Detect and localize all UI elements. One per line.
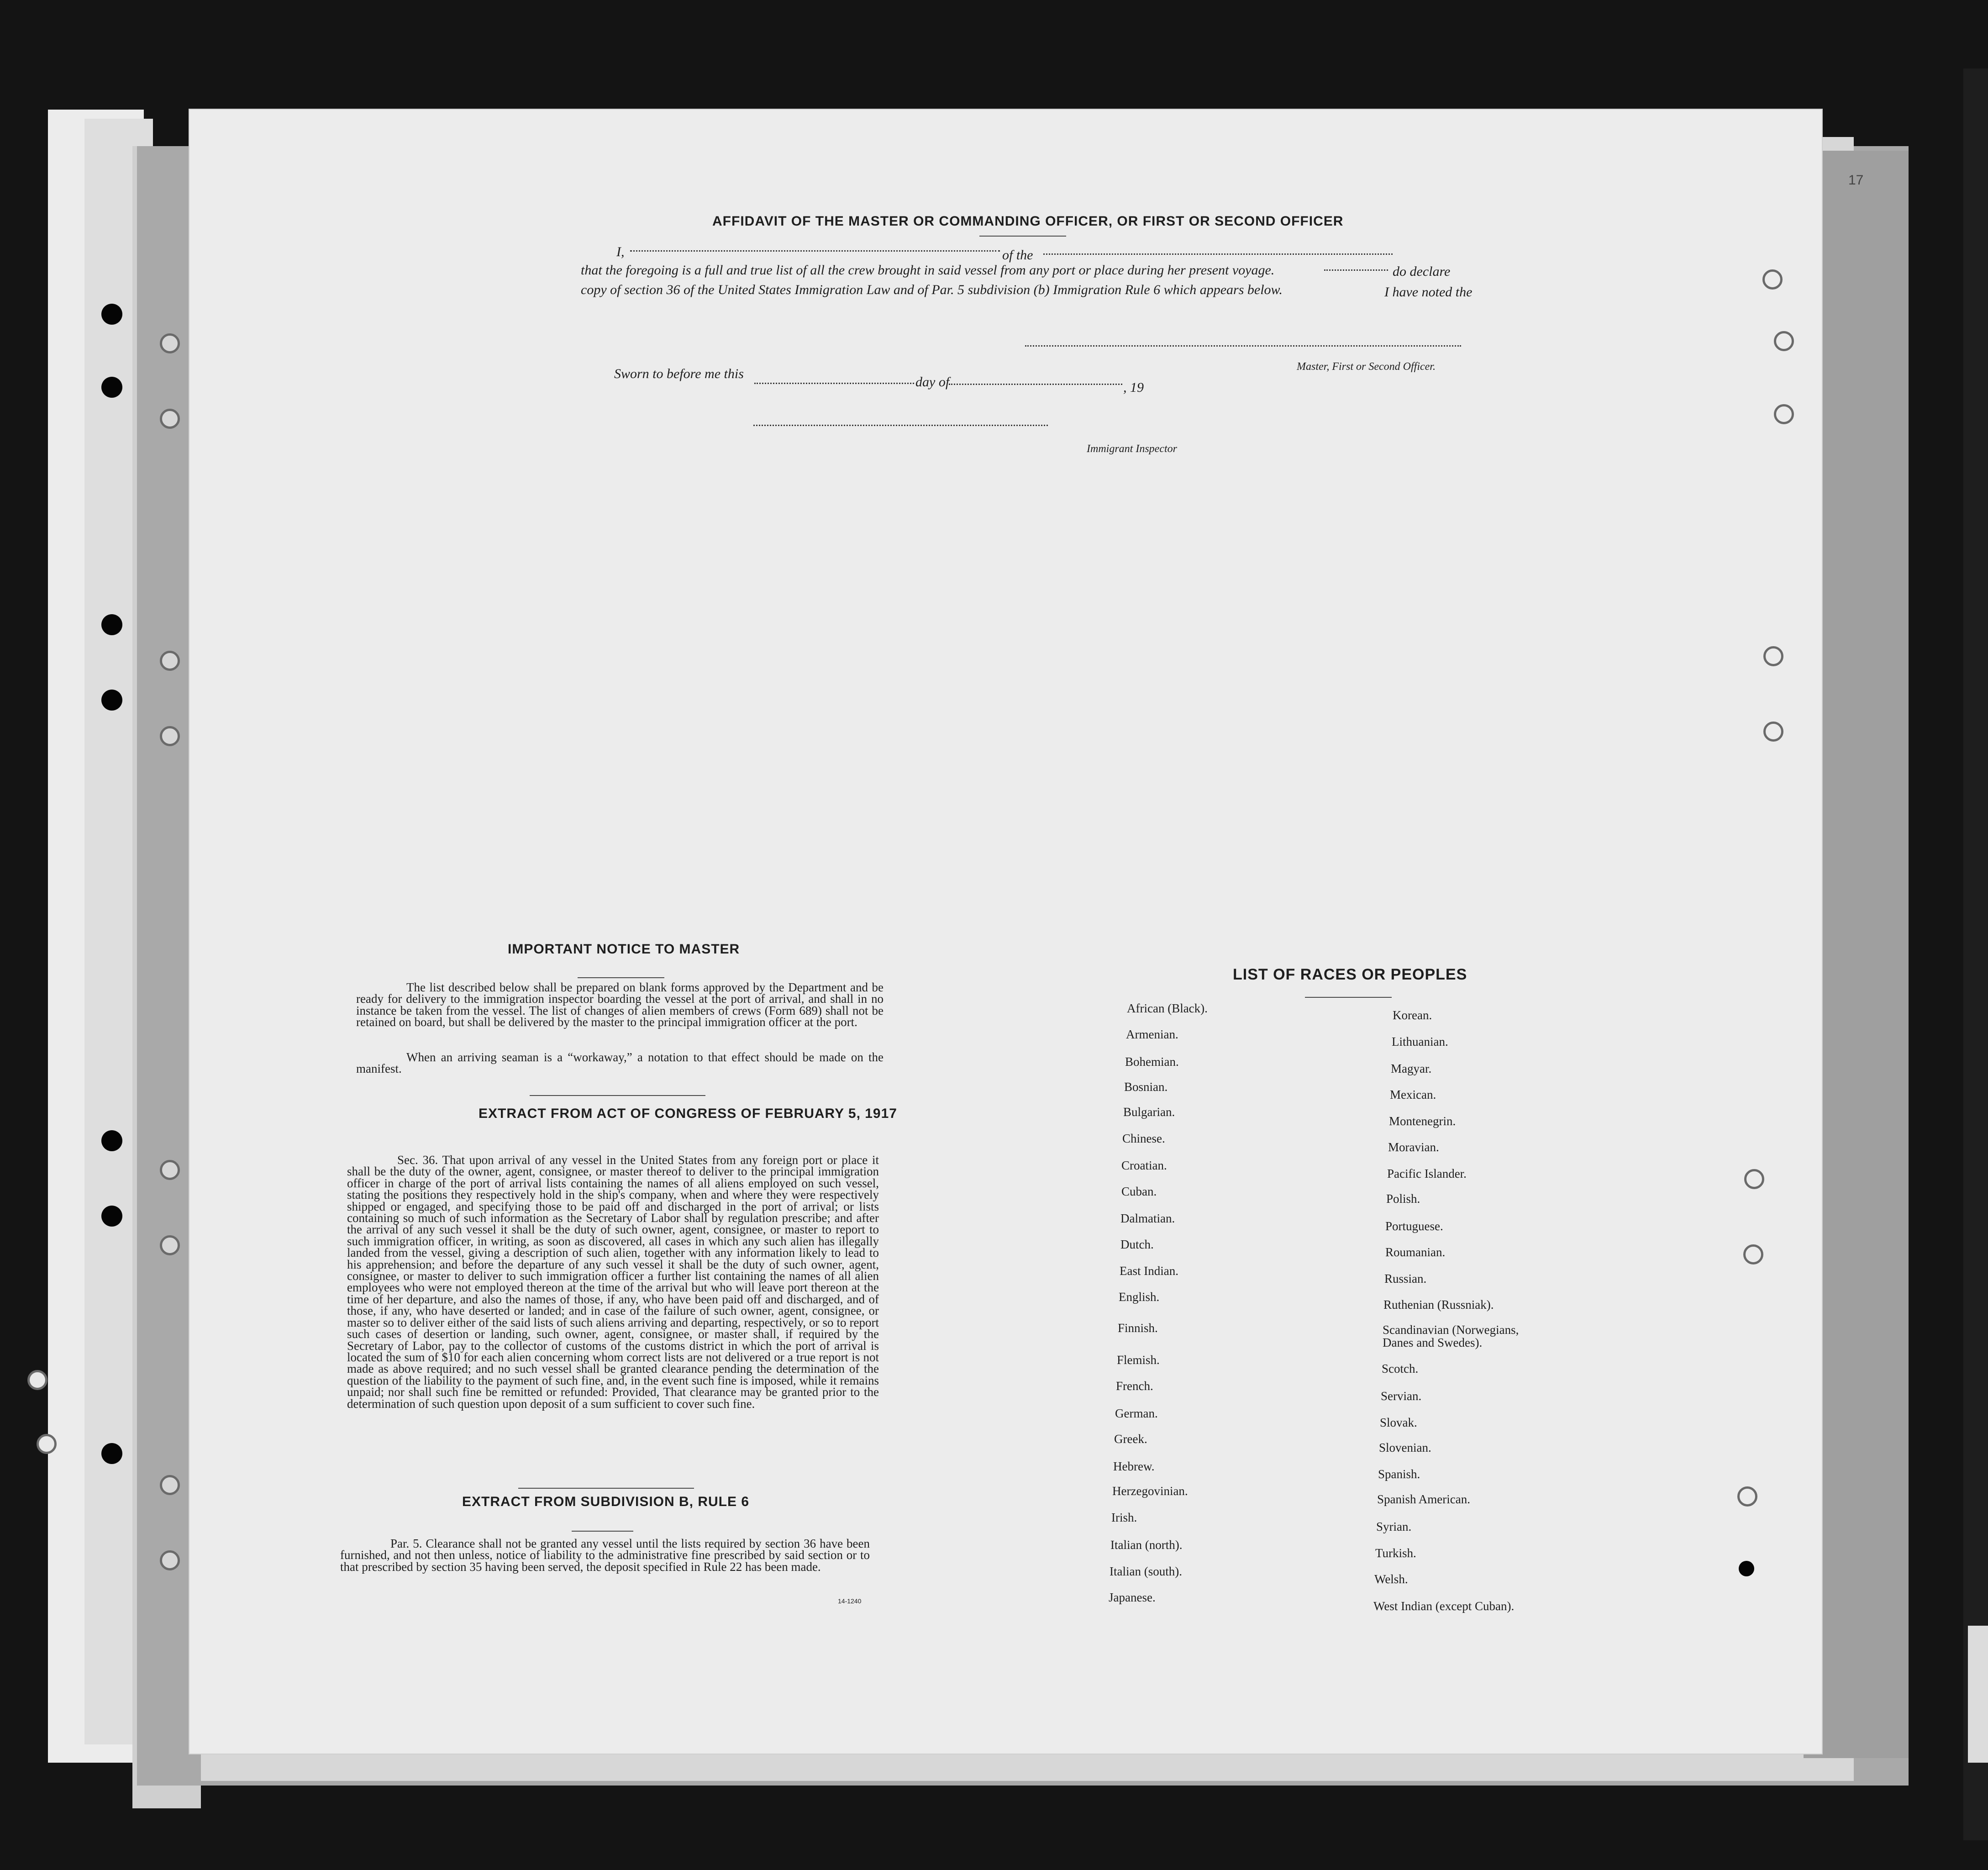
sworn-text: Sworn to before me this [614,366,744,381]
race-item: Bosnian. [1124,1080,1168,1094]
race-item: Spanish American. [1377,1492,1470,1506]
binder-hole [1763,646,1783,666]
binder-hole [160,726,180,746]
race-item: French. [1116,1379,1153,1393]
binder-hole [160,1160,180,1180]
vessel-blank[interactable] [1043,253,1393,255]
race-item: Hebrew. [1113,1459,1155,1473]
race-item: Scandinavian (Norwegians, Danes and Swedes). [1383,1323,1519,1349]
race-item: Dalmatian. [1120,1212,1175,1225]
race-item: Magyar. [1391,1062,1432,1075]
affidavit-of-the-label: of the [1002,248,1033,263]
race-item: Mexican. [1390,1088,1436,1101]
race-item: East Indian. [1120,1264,1178,1278]
extract-rule-text: Par. 5. Clearance shall not be granted any vessel until the lists required by section 36 have been furnished, and not then unless, notice of liability to the administrative fine prescribed by said section or to that prescribed by section 35 having been served, the deposit specified in Rule 22 has been made. [340,1537,870,1574]
divider [518,1488,694,1489]
binder-hole [160,409,180,429]
race-item: Greek. [1114,1432,1147,1446]
race-item: Korean. [1393,1008,1432,1022]
race-item: Roumanian. [1385,1245,1446,1259]
notice-title: IMPORTANT NOTICE TO MASTER [508,942,740,957]
race-item: Welsh. [1374,1572,1408,1586]
binder-hole [1762,269,1783,290]
race-item: Pacific Islander. [1387,1167,1467,1180]
race-item: Portuguese. [1385,1219,1443,1233]
race-item: Bulgarian. [1123,1105,1175,1119]
master-signature-label: Master, First or Second Officer. [1297,361,1436,373]
binder-hole [101,1130,122,1151]
race-item: German. [1115,1406,1158,1420]
notice-paragraph-1: The list described below shall be prepared on blank forms approved by the Department and be ready for delivery to the immigration inspector boarding the vessel at the port of arrival, and shall in no instance be taken from the vessel. The list of changes of alien members of crews (Form 689) shall not be retained on board, but shall be delivered by the master to the principal immigration officer at the port. [356,980,884,1029]
affidavit-noted: I have noted the [1384,284,1473,300]
race-item: Bohemian. [1125,1055,1179,1069]
binder-hole [101,377,122,398]
inspector-label: Immigrant Inspector [1087,443,1177,455]
race-item: Armenian. [1126,1027,1178,1041]
race-item: Cuban. [1121,1185,1157,1198]
binder-hole [27,1370,47,1390]
race-item: English. [1119,1290,1160,1304]
inspector-signature-line[interactable] [753,425,1048,426]
race-item: Turkish. [1375,1546,1416,1560]
binder-hole [160,1235,180,1255]
race-item: Scotch. [1382,1362,1419,1375]
extract-act-title: EXTRACT FROM ACT OF CONGRESS OF FEBRUARY 5, 1917 [479,1106,897,1121]
race-item: Herzegovinian. [1112,1484,1188,1498]
race-item: Slovenian. [1379,1441,1431,1454]
right-dark-strip [1963,68,1988,1840]
race-item: Lithuanian. [1392,1035,1448,1048]
divider [572,1531,633,1532]
race-item: Croatian. [1121,1159,1167,1172]
binder-hole [1737,1486,1757,1507]
binder-hole [160,1475,180,1495]
binder-hole [1774,331,1794,351]
race-item: West Indian (except Cuban). [1373,1599,1515,1613]
binder-hole [101,1443,122,1464]
affidavit-i-label: I, [616,244,625,259]
race-item: African (Black). [1127,1001,1208,1015]
sworn-month-blank[interactable] [949,384,1122,385]
year-prefix: , 19 [1123,380,1144,395]
notice-paragraph-2: When an arriving seaman is a “workaway,” a notation to that effect should be made on the manifest. [356,1050,884,1076]
affidavit-line3: copy of section 36 of the United States Immigration Law and of Par. 5 subdivision (b) Immigration Rule 6 which appears below. [581,282,1283,297]
binder-hole [1774,404,1794,424]
race-item: Russian. [1384,1272,1427,1285]
race-item: Chinese. [1122,1132,1165,1145]
form-page [189,110,1822,1754]
race-item: Flemish. [1117,1353,1160,1367]
affidavit-title: AFFIDAVIT OF THE MASTER OR COMMANDING OFFICER, OR FIRST OR SECOND OFFICER [712,214,1344,229]
race-item: Polish. [1386,1192,1420,1206]
race-item: Servian. [1381,1389,1422,1403]
race-item: Syrian. [1376,1520,1412,1533]
binder-hole [160,333,180,353]
race-item: Italian (north). [1110,1538,1183,1552]
affidavit-line2: that the foregoing is a full and true list of all the crew brought in said vessel from any port or place during her present voyage. [581,263,1275,278]
race-item: Ruthenian (Russniak). [1383,1298,1494,1312]
binder-hole [160,1550,180,1570]
extract-rule-title: EXTRACT FROM SUBDIVISION B, RULE 6 [462,1494,750,1509]
binder-hole [1744,1169,1764,1189]
right-binder-sheet [1968,1626,1988,1763]
binder-hole [101,304,122,325]
binder-hole [101,614,122,635]
binder-hole [1739,1561,1754,1576]
race-item: Finnish. [1118,1321,1158,1335]
divider [578,977,664,978]
divider [1305,997,1392,998]
page-number: 17 [1848,173,1864,188]
races-title: LIST OF RACES OR PEOPLES [1233,966,1467,983]
declare-blank[interactable] [1324,269,1388,271]
race-item: Japanese. [1109,1591,1156,1604]
race-item: Slovak. [1380,1416,1417,1429]
extract-act-text: Sec. 36. That upon arrival of any vessel in the United States from any foreign port or place it shall be the duty of the owner, agent, consignee, or master thereof to deliver to the principal immigration officer in charge of the port of arrival lists containing the names of all aliens employed on such vessel, stating the positions they respectively hold in the ship's company, when and where they were respectively shipped or engaged, and specifying those to be paid off and discharged in the port of arrival; or lists containing so much of such information as the Secretary of Labor shall by regulation prescribe; and after the arrival of any such vessel it shall be the duty of such owner, agent, consignee, or master to report to such immigration officer, in writing, as soon as discovered, all cases in which any such alien has illegally landed from the vessel, giving a description of such alien, together with any information likely to lead to his apprehension; and before the departure of any such vessel it shall be the duty of such owner, agent, consignee, or master to deliver to such immigration officer a further list containing the names of all alien employees who were not employed thereon at the time of the arrival but who will leave port thereon at the time of her departure, and also the names of those, if any, who have been paid off and discharged, and of those, if any, who have deserted or landed; and in case of the failure of such owner, agent, consignee, or master so to deliver either of the said lists of such aliens arriving and departing, respectively, or so to report such cases of desertion or landing, such owner, agent, consignee, or master shall, if required by the Secretary of Labor, pay to the collector of customs of the customs district in which the port of arrival is located the sum of $10 for each alien concerning whom correct lists are not delivered or a true report is not made as above required; and no such vessel shall be granted clearance pending the determination of the question of the liability to the payment of such fine, and, in the event such fine is imposed, while it remains unpaid; nor shall such fine be remitted or refunded: Provided, That clearance may be granted prior to the determination of such question upon deposit of a sum sufficient to cover such fine. [347,1153,879,1411]
race-item: Moravian. [1388,1140,1439,1154]
race-item: Montenegrin. [1389,1114,1456,1128]
race-item: Dutch. [1120,1238,1154,1251]
binder-hole [1763,722,1783,742]
binder-hole [37,1434,57,1454]
race-item: Irish. [1111,1511,1137,1524]
sworn-day-blank[interactable] [754,383,914,384]
binder-hole [101,1206,122,1227]
divider [979,236,1066,237]
binder-hole [160,651,180,671]
name-blank[interactable] [630,250,1000,252]
race-item: Italian (south). [1110,1564,1182,1578]
master-signature-line[interactable] [1025,345,1461,347]
day-of-label: day of [915,374,950,390]
form-number: 14-1240 [838,1597,862,1605]
binder-hole [101,690,122,711]
affidavit-declare: do declare [1393,264,1451,279]
binder-hole [1743,1244,1763,1264]
divider [530,1095,705,1096]
race-item: Spanish. [1378,1467,1420,1481]
